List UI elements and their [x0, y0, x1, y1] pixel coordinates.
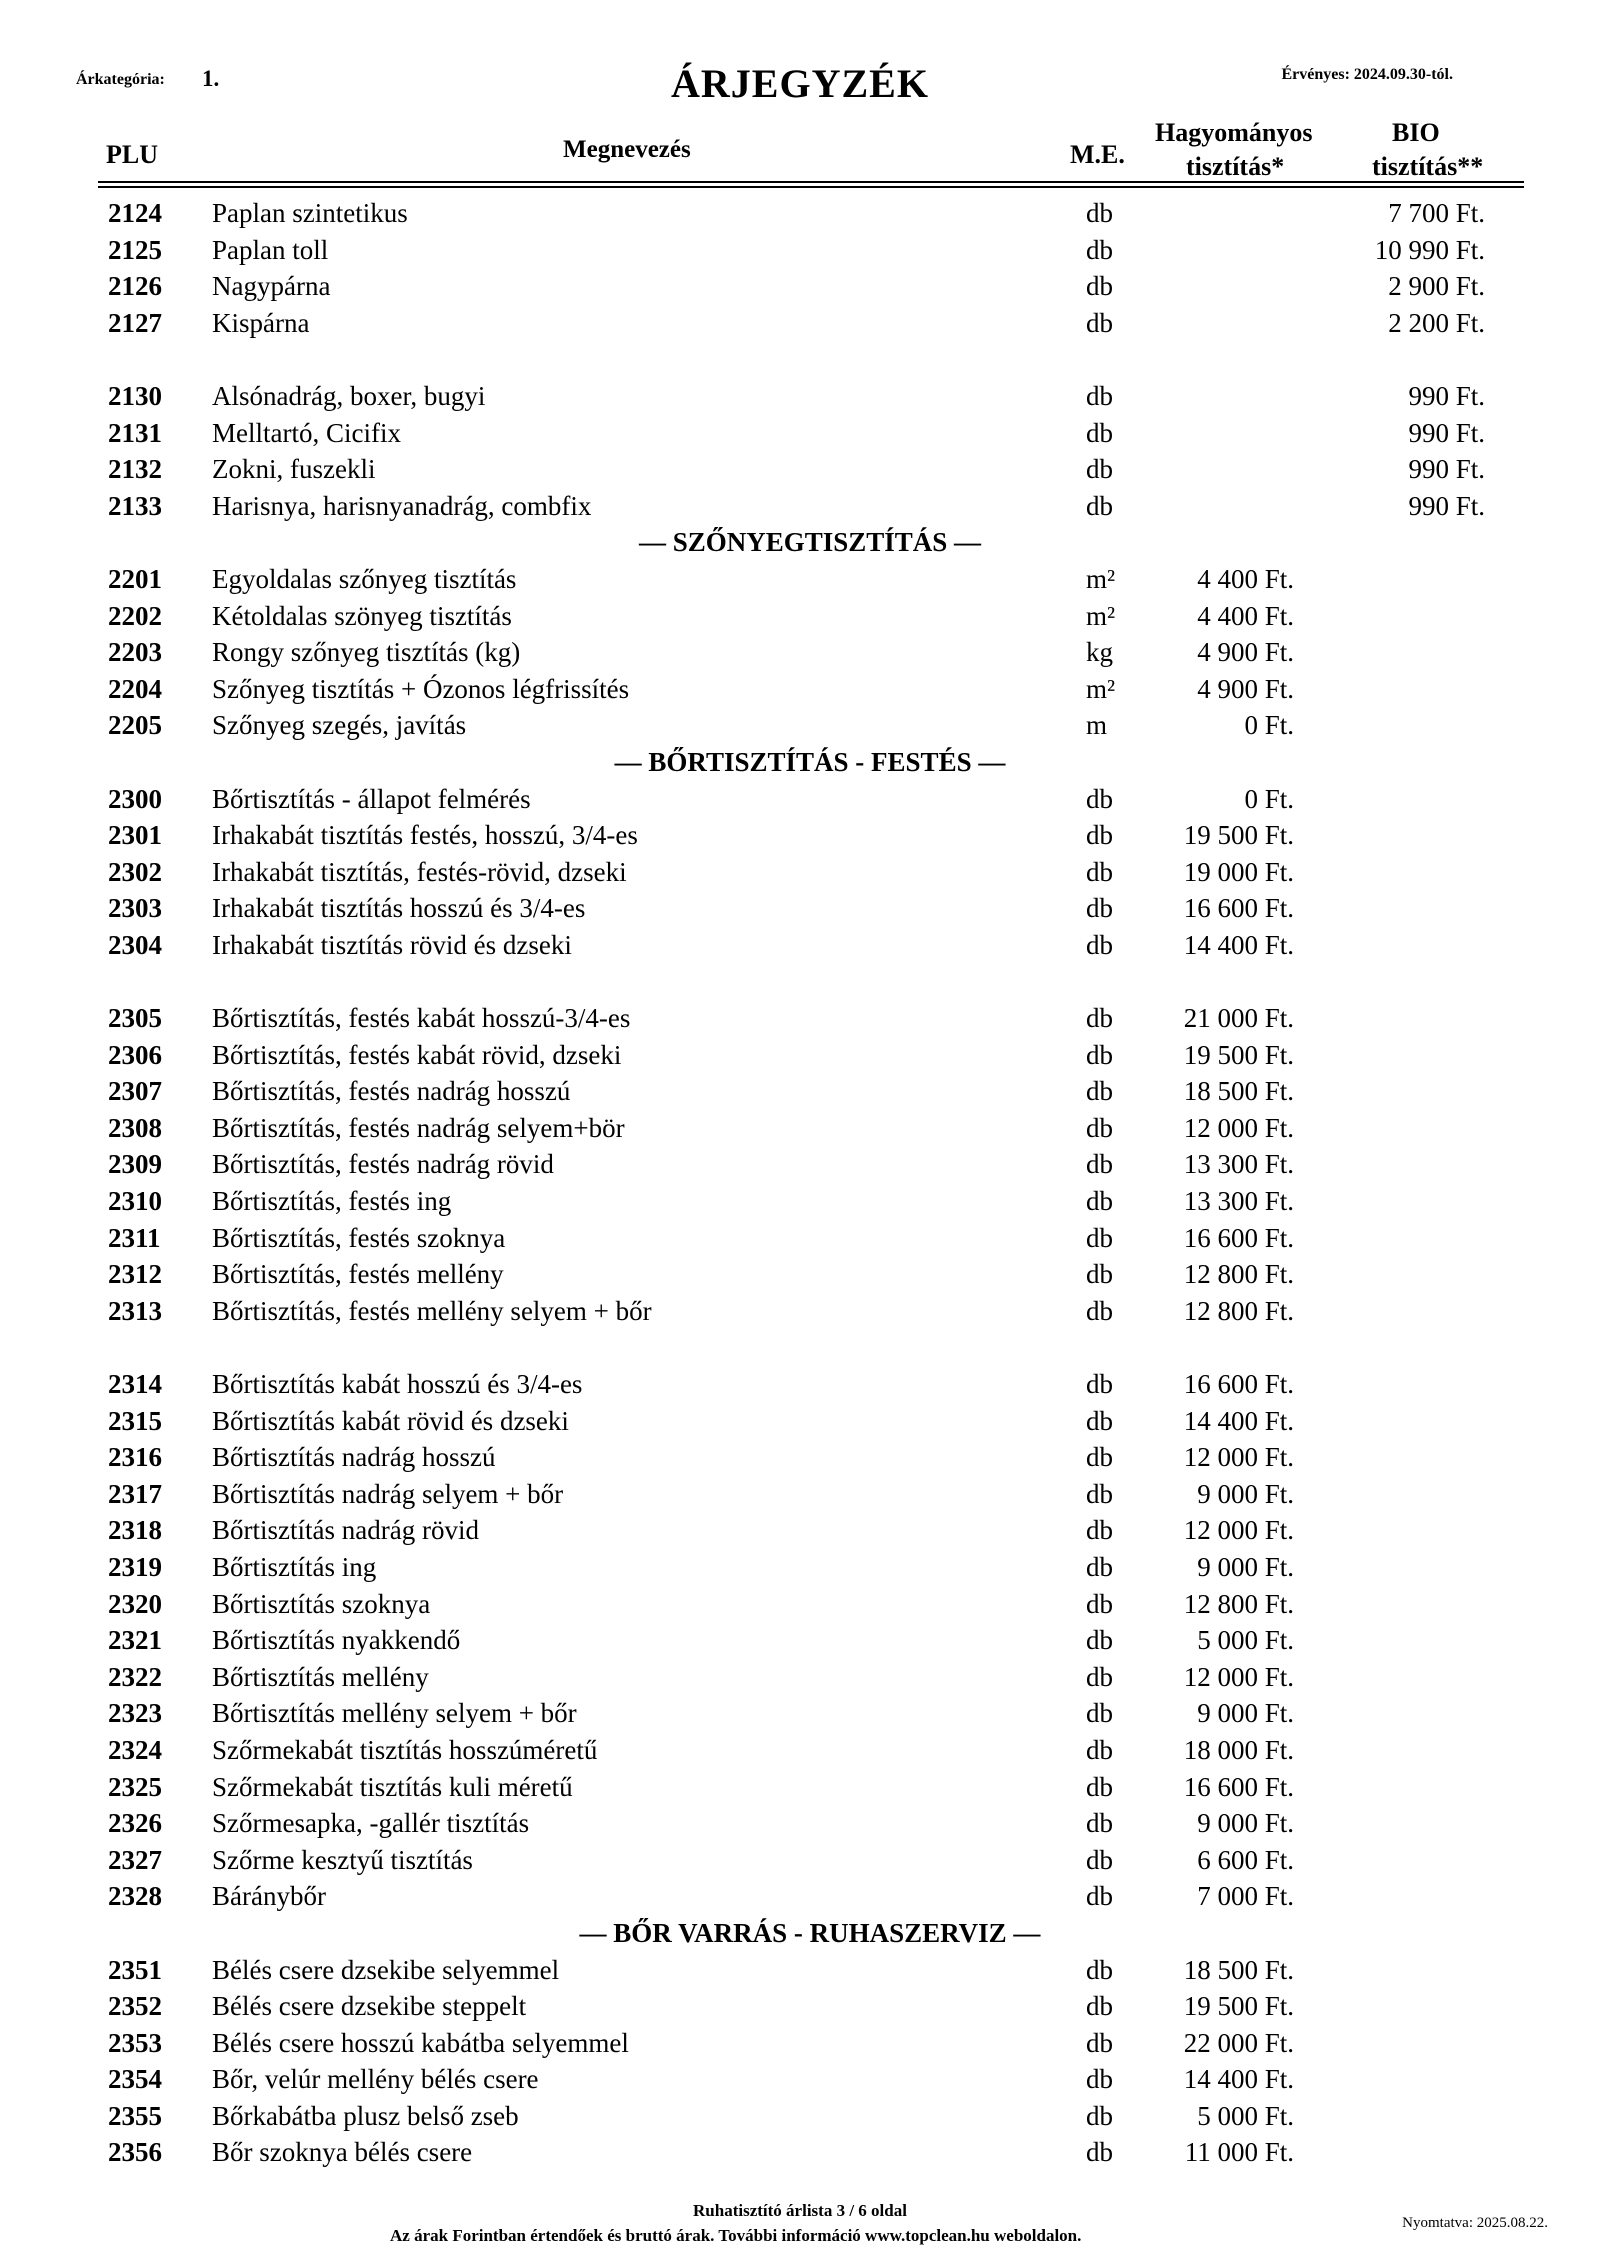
unit-cell: m² [1086, 600, 1116, 631]
traditional-price-cell: 16 600 Ft. [1183, 1222, 1294, 1253]
name-cell: Irhakabát tisztítás, festés-rövid, dzseki [212, 856, 627, 887]
table-row [0, 561, 1600, 598]
name-cell: Irhakabát tisztítás hosszú és 3/4-es [212, 893, 586, 924]
plu-cell: 2301 [108, 820, 162, 851]
name-cell: Szőrmesapka, -gallér tisztítás [212, 1808, 530, 1839]
unit-cell: db [1086, 454, 1113, 485]
valid-from: Érvényes: 2024.09.30-tól. [1281, 66, 1453, 83]
unit-cell: db [1086, 1369, 1113, 1399]
unit-cell: db [1086, 1515, 1113, 1546]
name-cell: Bőrtisztítás, festés ing [212, 1186, 452, 1217]
unit-cell: db [1086, 1405, 1113, 1436]
footer-printed-date: Nyomtatva: 2025.08.22. [1402, 2215, 1548, 2231]
unit-cell: db [1086, 1991, 1113, 2022]
table-row [0, 1659, 1600, 1696]
col-header-name: Megnevezés [563, 136, 691, 163]
table-row [0, 2098, 1600, 2135]
name-cell: Bőrtisztítás, festés nadrág hosszú [212, 1076, 571, 1107]
traditional-price-cell: 11 000 Ft. [1184, 2137, 1294, 2168]
plu-cell: 2132 [108, 454, 162, 485]
unit-cell: m² [1086, 563, 1116, 594]
col-header-traditional-2: tisztítás* [1186, 152, 1285, 181]
table-row [0, 1366, 1600, 1403]
traditional-price-cell: 19 500 Ft. [1183, 1991, 1294, 2022]
plu-cell: 2352 [108, 1991, 162, 2022]
traditional-price-cell: 0 Ft. [1244, 783, 1294, 814]
name-cell: Bőrtisztítás kabát hosszú és 3/4-es [212, 1369, 583, 1399]
plu-cell: 2310 [108, 1186, 162, 1217]
plu-cell: 2317 [108, 1478, 162, 1509]
plu-cell: 2130 [108, 380, 162, 411]
table-row [0, 1512, 1600, 1549]
traditional-price-cell: 0 Ft. [1244, 710, 1294, 741]
name-cell: Bőrtisztítás, festés kabát rövid, dzseki [212, 1039, 622, 1070]
unit-cell: db [1086, 1954, 1113, 1985]
table-row [0, 890, 1600, 927]
unit-cell: db [1086, 820, 1113, 851]
unit-cell: db [1086, 380, 1113, 411]
traditional-price-cell: 12 000 Ft. [1183, 1112, 1294, 1143]
col-header-bio-1: BIO [1392, 118, 1440, 147]
section-heading-label: — BŐR VARRÁS - RUHASZERVIZ — [579, 1917, 1041, 1948]
table-row [0, 305, 1600, 342]
unit-cell: db [1086, 1551, 1113, 1582]
plu-cell: 2353 [108, 2027, 162, 2058]
name-cell: Irhakabát tisztítás rövid és dzseki [212, 929, 572, 960]
category-value: 1. [202, 66, 220, 91]
name-cell: Szőnyeg szegés, javítás [212, 710, 467, 741]
plu-cell: 2308 [108, 1112, 162, 1143]
unit-cell: db [1086, 783, 1113, 814]
table-row [0, 1549, 1600, 1586]
plu-cell: 2302 [108, 856, 162, 887]
unit-cell: db [1086, 1808, 1113, 1839]
table-row [0, 195, 1600, 232]
unit-cell: db [1086, 271, 1113, 302]
table-row [0, 1476, 1600, 1513]
name-cell: Bélés csere dzsekibe steppelt [212, 1991, 527, 2022]
bio-price-cell: 10 990 Ft. [1374, 234, 1485, 265]
plu-cell: 2309 [108, 1149, 162, 1180]
name-cell: Bőrtisztítás, festés nadrág rövid [212, 1149, 554, 1180]
col-header-bio-2: tisztítás** [1372, 152, 1484, 181]
name-cell: Bőrtisztítás nyakkendő [212, 1625, 461, 1656]
traditional-price-cell: 9 000 Ft. [1197, 1551, 1294, 1582]
spacer-row [0, 1329, 1600, 1366]
name-cell: Szőrme kesztyű tisztítás [212, 1844, 473, 1875]
header-rule-bottom [98, 186, 1524, 188]
name-cell: Szőnyeg tisztítás + Ózonos légfrissítés [212, 673, 630, 704]
table-row [0, 671, 1600, 708]
traditional-price-cell: 9 000 Ft. [1197, 1478, 1294, 1509]
section-heading [0, 1915, 1600, 1952]
table-row [0, 268, 1600, 305]
traditional-price-cell: 4 900 Ft. [1197, 637, 1294, 668]
unit-cell: db [1086, 1112, 1113, 1143]
name-cell: Bőrtisztítás kabát rövid és dzseki [212, 1405, 569, 1436]
traditional-price-cell: 12 000 Ft. [1183, 1515, 1294, 1546]
unit-cell: db [1086, 1478, 1113, 1509]
name-cell: Kispárna [212, 307, 310, 338]
price-table [0, 195, 1600, 2171]
table-row [0, 1988, 1600, 2025]
unit-cell: db [1086, 1076, 1113, 1107]
unit-cell: db [1086, 1625, 1113, 1656]
name-cell: Nagypárna [212, 271, 331, 302]
table-row [0, 1293, 1600, 1330]
unit-cell: db [1086, 856, 1113, 887]
plu-cell: 2131 [108, 417, 162, 448]
traditional-price-cell: 18 500 Ft. [1183, 1954, 1294, 1985]
bio-price-cell: 2 200 Ft. [1388, 307, 1485, 338]
traditional-price-cell: 12 800 Ft. [1183, 1259, 1294, 1290]
bio-price-cell: 7 700 Ft. [1388, 198, 1485, 228]
unit-cell: db [1086, 1771, 1113, 1802]
traditional-price-cell: 9 000 Ft. [1197, 1808, 1294, 1839]
unit-cell: db [1086, 1295, 1113, 1326]
unit-cell: db [1086, 1039, 1113, 1070]
table-row [0, 451, 1600, 488]
table-row [0, 1073, 1600, 1110]
name-cell: Egyoldalas szőnyeg tisztítás [212, 563, 517, 594]
traditional-price-cell: 19 000 Ft. [1183, 856, 1294, 887]
table-row [0, 1439, 1600, 1476]
plu-cell: 2203 [108, 637, 162, 668]
table-row [0, 1732, 1600, 1769]
plu-cell: 2351 [108, 1954, 162, 1985]
plu-cell: 2127 [108, 307, 162, 338]
table-row [0, 854, 1600, 891]
name-cell: Paplan toll [212, 234, 329, 265]
unit-cell: db [1086, 307, 1113, 338]
name-cell: Bőrtisztítás, festés mellény [212, 1259, 504, 1290]
table-row [0, 488, 1600, 525]
section-heading [0, 524, 1600, 561]
plu-cell: 2315 [108, 1405, 162, 1436]
section-heading-label: — SZŐNYEGTISZTÍTÁS — [638, 527, 982, 558]
plu-cell: 2201 [108, 563, 162, 594]
plu-cell: 2205 [108, 710, 162, 741]
traditional-price-cell: 19 500 Ft. [1183, 820, 1294, 851]
plu-cell: 2316 [108, 1442, 162, 1473]
header-rule-top [98, 181, 1524, 183]
name-cell: Szőrmekabát tisztítás hosszúméretű [212, 1734, 598, 1765]
name-cell: Bélés csere dzsekibe selyemmel [212, 1954, 560, 1985]
unit-cell: db [1086, 1698, 1113, 1729]
unit-cell: db [1086, 2064, 1113, 2095]
unit-cell: db [1086, 2027, 1113, 2058]
name-cell: Bőrtisztítás nadrág selyem + bőr [212, 1478, 564, 1509]
plu-cell: 2313 [108, 1295, 162, 1326]
traditional-price-cell: 14 400 Ft. [1183, 2064, 1294, 2095]
col-header-unit: M.E. [1070, 140, 1125, 169]
traditional-price-cell: 14 400 Ft. [1183, 929, 1294, 960]
name-cell: Szőrmekabát tisztítás kuli méretű [212, 1771, 573, 1802]
name-cell: Bőrtisztítás, festés mellény selyem + bőr [212, 1295, 652, 1326]
name-cell: Bőr szoknya bélés csere [212, 2137, 473, 2168]
category-label: Árkategória: [76, 71, 165, 88]
unit-cell: db [1086, 1588, 1113, 1619]
traditional-price-cell: 4 900 Ft. [1197, 673, 1294, 704]
table-row [0, 2134, 1600, 2171]
table-row [0, 1110, 1600, 1147]
bio-price-cell: 990 Ft. [1408, 454, 1485, 485]
table-row [0, 1878, 1600, 1915]
plu-cell: 2324 [108, 1734, 162, 1765]
plu-cell: 2327 [108, 1844, 162, 1875]
unit-cell: db [1086, 198, 1113, 228]
traditional-price-cell: 12 800 Ft. [1183, 1295, 1294, 1326]
plu-cell: 2318 [108, 1515, 162, 1546]
plu-cell: 2314 [108, 1369, 162, 1399]
unit-cell: m [1086, 710, 1108, 741]
table-row [0, 634, 1600, 671]
name-cell: Alsónadrág, boxer, bugyi [212, 380, 486, 411]
unit-cell: db [1086, 1186, 1113, 1217]
unit-cell: db [1086, 1149, 1113, 1180]
table-row [0, 1146, 1600, 1183]
traditional-price-cell: 22 000 Ft. [1183, 2027, 1294, 2058]
plu-cell: 2300 [108, 783, 162, 814]
col-header-plu: PLU [106, 140, 158, 169]
table-row [0, 1586, 1600, 1623]
page-title: ÁRJEGYZÉK [671, 61, 929, 106]
unit-cell: db [1086, 234, 1113, 265]
table-row [0, 1769, 1600, 1806]
table-row [0, 1403, 1600, 1440]
unit-cell: db [1086, 2137, 1113, 2168]
unit-cell: db [1086, 1003, 1113, 1034]
unit-cell: db [1086, 2100, 1113, 2131]
traditional-price-cell: 5 000 Ft. [1197, 2100, 1294, 2131]
unit-cell: db [1086, 1844, 1113, 1875]
plu-cell: 2321 [108, 1625, 162, 1656]
plu-cell: 2319 [108, 1551, 162, 1582]
name-cell: Bőrtisztítás mellény selyem + bőr [212, 1698, 577, 1729]
plu-cell: 2328 [108, 1881, 162, 1912]
plu-cell: 2355 [108, 2100, 162, 2131]
plu-cell: 2303 [108, 893, 162, 924]
bio-price-cell: 990 Ft. [1408, 380, 1485, 411]
spacer-row [0, 963, 1600, 1000]
table-row [0, 1842, 1600, 1879]
bio-price-cell: 2 900 Ft. [1388, 271, 1485, 302]
section-heading [0, 744, 1600, 781]
table-row [0, 378, 1600, 415]
table-row [0, 1037, 1600, 1074]
table-row [0, 1183, 1600, 1220]
name-cell: Báránybőr [212, 1881, 326, 1912]
name-cell: Irhakabát tisztítás festés, hosszú, 3/4-es [212, 820, 638, 851]
table-row [0, 415, 1600, 452]
table-row [0, 2025, 1600, 2062]
bio-price-cell: 990 Ft. [1408, 490, 1485, 521]
traditional-price-cell: 12 000 Ft. [1183, 1661, 1294, 1692]
table-row [0, 1695, 1600, 1732]
name-cell: Bőrtisztítás nadrág hosszú [212, 1442, 496, 1473]
table-row [0, 598, 1600, 635]
traditional-price-cell: 4 400 Ft. [1197, 563, 1294, 594]
unit-cell: kg [1086, 637, 1113, 668]
traditional-price-cell: 13 300 Ft. [1183, 1186, 1294, 1217]
plu-cell: 2312 [108, 1259, 162, 1290]
name-cell: Bőrkabátba plusz belső zseb [212, 2100, 519, 2131]
name-cell: Zokni, fuszekli [212, 454, 376, 485]
table-row [0, 1622, 1600, 1659]
name-cell: Bőrtisztítás mellény [212, 1661, 429, 1692]
footer-page-info: Ruhatisztító árlista 3 / 6 oldal [693, 2201, 907, 2220]
unit-cell: db [1086, 893, 1113, 924]
unit-cell: db [1086, 1734, 1113, 1765]
name-cell: Bőrtisztítás, festés nadrág selyem+bör [212, 1112, 625, 1143]
name-cell: Bőrtisztítás, festés szoknya [212, 1222, 506, 1253]
name-cell: Rongy szőnyeg tisztítás (kg) [212, 637, 521, 668]
plu-cell: 2306 [108, 1039, 162, 1070]
name-cell: Bőrtisztítás - állapot felmérés [212, 783, 531, 814]
traditional-price-cell: 4 400 Ft. [1197, 600, 1294, 631]
plu-cell: 2202 [108, 600, 162, 631]
plu-cell: 2325 [108, 1771, 162, 1802]
plu-cell: 2307 [108, 1076, 162, 1107]
plu-cell: 2124 [108, 198, 162, 228]
traditional-price-cell: 18 000 Ft. [1183, 1734, 1294, 1765]
table-row [0, 781, 1600, 818]
name-cell: Bőrtisztítás nadrág rövid [212, 1515, 479, 1546]
plu-cell: 2354 [108, 2064, 162, 2095]
bio-price-cell: 990 Ft. [1408, 417, 1485, 448]
plu-cell: 2311 [108, 1222, 161, 1253]
table-row [0, 232, 1600, 269]
traditional-price-cell: 7 000 Ft. [1197, 1881, 1294, 1912]
table-row [0, 927, 1600, 964]
plu-cell: 2125 [108, 234, 162, 265]
traditional-price-cell: 5 000 Ft. [1197, 1625, 1294, 1656]
traditional-price-cell: 16 600 Ft. [1183, 1771, 1294, 1802]
table-row [0, 2061, 1600, 2098]
spacer-row [0, 341, 1600, 378]
traditional-price-cell: 18 500 Ft. [1183, 1076, 1294, 1107]
unit-cell: db [1086, 929, 1113, 960]
unit-cell: db [1086, 1222, 1113, 1253]
table-row [0, 1000, 1600, 1037]
traditional-price-cell: 16 600 Ft. [1183, 1369, 1294, 1399]
traditional-price-cell: 16 600 Ft. [1183, 893, 1294, 924]
traditional-price-cell: 6 600 Ft. [1197, 1844, 1294, 1875]
table-row [0, 1952, 1600, 1989]
unit-cell: db [1086, 1661, 1113, 1692]
traditional-price-cell: 21 000 Ft. [1183, 1003, 1294, 1034]
footer-note: Az árak Forintban értendőek és bruttó árak. További információ www.topclean.hu weboldalon. [390, 2226, 1082, 2245]
traditional-price-cell: 19 500 Ft. [1183, 1039, 1294, 1070]
traditional-price-cell: 12 000 Ft. [1183, 1442, 1294, 1473]
plu-cell: 2133 [108, 490, 162, 521]
traditional-price-cell: 14 400 Ft. [1183, 1405, 1294, 1436]
plu-cell: 2322 [108, 1661, 162, 1692]
traditional-price-cell: 9 000 Ft. [1197, 1698, 1294, 1729]
traditional-price-cell: 13 300 Ft. [1183, 1149, 1294, 1180]
table-row [0, 817, 1600, 854]
unit-cell: m² [1086, 673, 1116, 704]
plu-cell: 2326 [108, 1808, 162, 1839]
unit-cell: db [1086, 1442, 1113, 1473]
plu-cell: 2356 [108, 2137, 162, 2168]
plu-cell: 2323 [108, 1698, 162, 1729]
name-cell: Paplan szintetikus [212, 198, 408, 228]
name-cell: Bőrtisztítás, festés kabát hosszú-3/4-es [212, 1003, 631, 1034]
unit-cell: db [1086, 1259, 1113, 1290]
unit-cell: db [1086, 490, 1113, 521]
name-cell: Bőrtisztítás ing [212, 1551, 377, 1582]
section-heading-label: — BŐRTISZTÍTÁS - FESTÉS — [614, 746, 1006, 777]
plu-cell: 2204 [108, 673, 162, 704]
name-cell: Bőr, velúr mellény bélés csere [212, 2064, 539, 2095]
table-row [0, 1220, 1600, 1257]
name-cell: Harisnya, harisnyanadrág, combfix [212, 490, 592, 521]
plu-cell: 2304 [108, 929, 162, 960]
table-row [0, 1256, 1600, 1293]
name-cell: Kétoldalas szönyeg tisztítás [212, 600, 512, 631]
unit-cell: db [1086, 1881, 1113, 1912]
name-cell: Melltartó, Cicifix [212, 417, 401, 448]
name-cell: Bőrtisztítás szoknya [212, 1588, 431, 1619]
col-header-traditional-1: Hagyományos [1155, 118, 1313, 147]
table-row [0, 1805, 1600, 1842]
name-cell: Bélés csere hosszú kabátba selyemmel [212, 2027, 629, 2058]
plu-cell: 2126 [108, 271, 162, 302]
unit-cell: db [1086, 417, 1113, 448]
traditional-price-cell: 12 800 Ft. [1183, 1588, 1294, 1619]
table-row [0, 707, 1600, 744]
plu-cell: 2320 [108, 1588, 162, 1619]
plu-cell: 2305 [108, 1003, 162, 1034]
